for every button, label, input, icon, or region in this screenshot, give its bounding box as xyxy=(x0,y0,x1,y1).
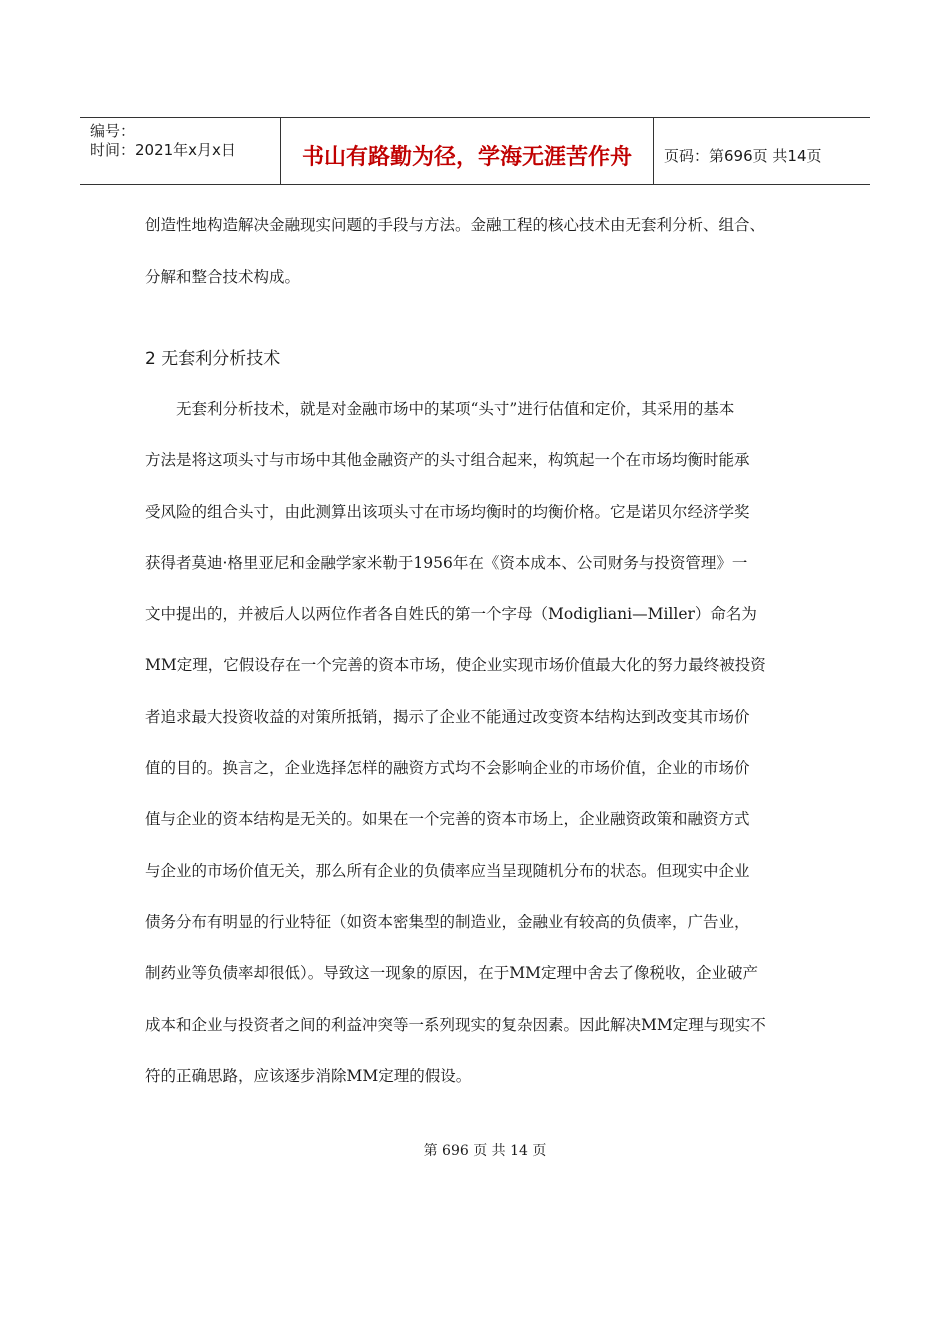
text-line: 债务分布有明显的行业特征（如资本密集型的制造业，金融业有较高的负债率，广告业， xyxy=(145,912,750,931)
text-line: 符的正确思路，应该逐步消除MM定理的假设。 xyxy=(145,1066,472,1085)
document-header xyxy=(80,117,870,185)
text-line: 受风险的组合头寸，由此测算出该项头寸在市场均衡时的均衡价格。它是诺贝尔经济学奖 xyxy=(145,502,750,521)
text-line: 方法是将这项头寸与市场中其他金融资产的头寸组合起来，构筑起一个在市场均衡时能承 xyxy=(145,451,750,470)
section-heading: 2 无套利分析技术 xyxy=(145,349,281,369)
text-line: 文中提出的，并被后人以两位作者各自姓氏的第一个字母（Modigliani—Miller）命名为 xyxy=(145,605,757,624)
text-line: 值的目的。换言之，企业选择怎样的融资方式均不会影响企业的市场价值，企业的市场价 xyxy=(145,759,750,778)
header-page-code: 页码：第696页 共14页 xyxy=(664,146,822,165)
body-paragraph xyxy=(145,392,815,1110)
document-number-label: 编号： xyxy=(90,122,136,140)
header-motto: 书山有路勤为径，学海无涯苦作舟 xyxy=(281,118,654,184)
text-line: 创造性地构造解决金融现实问题的手段与方法。金融工程的核心技术由无套利分析、组合、 xyxy=(145,216,766,234)
page-footer: 第 696 页 共 14 页 xyxy=(423,1143,547,1159)
text-line: 成本和企业与投资者之间的利益冲突等一系列现实的复杂因素。因此解决MM定理与现实不 xyxy=(145,1015,766,1034)
text-line: 值与企业的资本结构是无关的。如果在一个完善的资本市场上，企业融资政策和融资方式 xyxy=(145,810,750,829)
text-line: 无套利分析技术，就是对金融市场中的某项“头寸”进行估值和定价，其采用的基本 xyxy=(145,400,735,418)
document-time-label: 时间：2021年x月x日 xyxy=(90,141,236,159)
text-line: 获得者莫迪·格里亚尼和金融学家米勒于1956年在《资本成本、公司财务与投资管理》一 xyxy=(145,553,748,572)
text-line: 者追求最大投资收益的对策所抵销，揭示了企业不能通过改变资本结构达到改变其市场价 xyxy=(145,707,750,726)
text-line: MM定理，它假设存在一个完善的资本市场，使企业实现市场价值最大化的努力最终被投资 xyxy=(145,656,766,675)
text-line: 分解和整合技术构成。 xyxy=(145,267,301,286)
intro-paragraph xyxy=(145,200,815,303)
header-meta-cell xyxy=(80,118,281,184)
text-line: 与企业的市场价值无关，那么所有企业的负债率应当呈现随机分布的状态。但现实中企业 xyxy=(145,861,750,880)
text-line: 制药业等负债率却很低）。导致这一现象的原因，在于MM定理中舍去了像税收，企业破产 xyxy=(145,964,758,983)
